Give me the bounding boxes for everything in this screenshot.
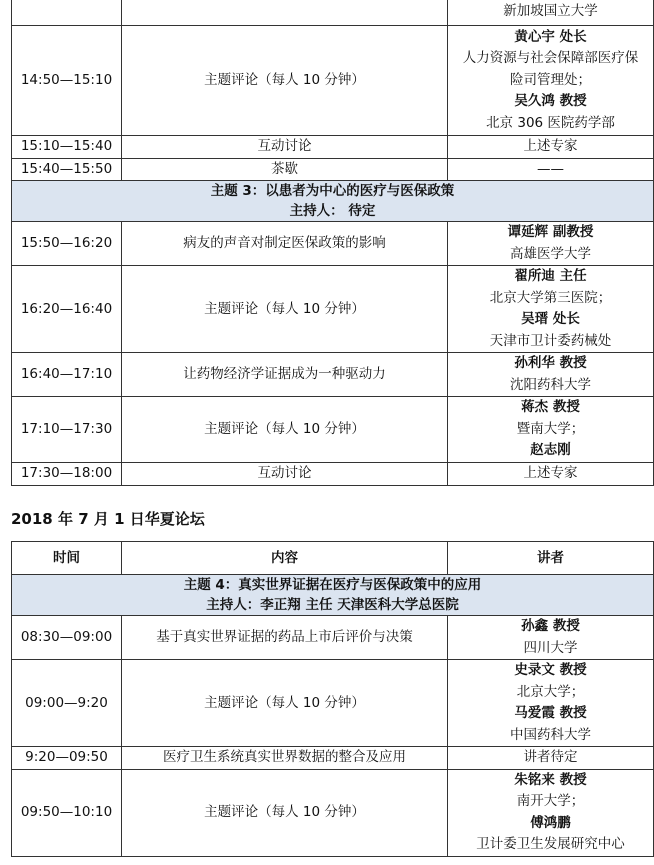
table-row bbox=[12, 158, 654, 181]
time-cell: 15:10—15:40 bbox=[12, 136, 122, 159]
content-cell: 主题评论（每人 10 分钟） bbox=[122, 266, 448, 353]
speaker-name: 史录文 教授 bbox=[514, 662, 587, 678]
speaker-cell bbox=[448, 397, 654, 463]
speaker-affiliation: 北京大学第三医院； bbox=[489, 289, 612, 306]
table-row bbox=[12, 26, 654, 136]
speaker-cell bbox=[448, 747, 654, 770]
speaker-affiliation: —— bbox=[537, 160, 564, 177]
table-row bbox=[12, 616, 654, 660]
speaker-cell bbox=[448, 769, 654, 856]
table-row bbox=[12, 660, 654, 747]
time-cell: 15:40—15:50 bbox=[12, 158, 122, 181]
speaker-affiliation: 讲者待定 bbox=[523, 749, 578, 765]
speaker-affiliation: 中国药科大学 bbox=[510, 726, 591, 743]
speaker-name: 马爱霞 教授 bbox=[514, 705, 587, 721]
speaker-affiliation: 上述专家 bbox=[523, 138, 578, 154]
speaker-name: 赵志刚 bbox=[530, 442, 571, 458]
speaker-name: 蒋杰 教授 bbox=[521, 399, 580, 415]
time-cell: 08:30—09:00 bbox=[12, 616, 122, 660]
theme-row bbox=[12, 181, 654, 222]
time-cell: 17:30—18:00 bbox=[12, 462, 122, 485]
speaker-cell bbox=[448, 616, 654, 660]
speaker-name: 吴久鸿 教授 bbox=[514, 93, 587, 110]
header-content: 内容 bbox=[122, 542, 448, 575]
table-row bbox=[12, 0, 654, 26]
time-cell: 17:10—17:30 bbox=[12, 397, 122, 463]
speaker-cell bbox=[448, 353, 654, 397]
speaker-cell bbox=[448, 136, 654, 159]
content-cell: 主题评论（每人 10 分钟） bbox=[122, 26, 448, 136]
speaker-affiliation: 险司管理处； bbox=[510, 71, 591, 88]
content-cell: 主题评论（每人 10 分钟） bbox=[122, 660, 448, 747]
header-row bbox=[12, 542, 654, 575]
agenda-table-day1 bbox=[11, 0, 654, 486]
speaker-name: 翟所迪 主任 bbox=[514, 268, 587, 284]
theme-host: 主持人：李正翔 主任 天津医科大学总医院 bbox=[206, 597, 459, 613]
speaker-affiliation: 暨南大学； bbox=[516, 420, 585, 437]
speaker-cell bbox=[448, 266, 654, 353]
speaker-affiliation: 沈阳药科大学 bbox=[510, 376, 591, 393]
speaker-name: 傅鸿鹏 bbox=[530, 814, 571, 831]
theme-row bbox=[12, 575, 654, 616]
speaker-name: 谭延辉 副教授 bbox=[507, 224, 594, 240]
content-cell: 互动讨论 bbox=[122, 136, 448, 159]
speaker-name: 孙利华 教授 bbox=[514, 355, 587, 371]
speaker-affiliation: 新加坡国立大学 bbox=[503, 2, 598, 19]
time-cell: 9:20—09:50 bbox=[12, 747, 122, 770]
speaker-name: 孙鑫 教授 bbox=[521, 618, 580, 634]
content-cell: 医疗卫生系统真实世界数据的整合及应用 bbox=[122, 747, 448, 770]
table-row bbox=[12, 747, 654, 770]
table-row bbox=[12, 769, 654, 856]
speaker-affiliation: 南开大学； bbox=[516, 793, 585, 809]
time-cell: 09:00—9:20 bbox=[12, 660, 122, 747]
speaker-affiliation: 天津市卫计委药械处 bbox=[489, 332, 612, 349]
table-row bbox=[12, 397, 654, 463]
content-cell: 茶歇 bbox=[122, 158, 448, 181]
speaker-affiliation: 高雄医学大学 bbox=[510, 245, 591, 262]
table-row bbox=[12, 266, 654, 353]
speaker-cell bbox=[448, 0, 654, 26]
speaker-affiliation: 卫计委卫生发展研究中心 bbox=[476, 836, 625, 852]
table-row bbox=[12, 462, 654, 485]
speaker-affiliation: 上述专家 bbox=[523, 464, 578, 481]
section-title: 2018 年 7 月 1 日华夏论坛 bbox=[11, 510, 205, 528]
speaker-cell bbox=[448, 222, 654, 266]
theme-title: 主题 3：以患者为中心的医疗与医保政策 bbox=[210, 183, 455, 199]
speaker-cell bbox=[448, 660, 654, 747]
theme-cell bbox=[12, 181, 654, 222]
content-cell: 让药物经济学证据成为一种驱动力 bbox=[122, 353, 448, 397]
content-cell bbox=[122, 0, 448, 26]
header-time: 时间 bbox=[12, 542, 122, 575]
theme-host: 主持人： 待定 bbox=[289, 203, 376, 219]
time-cell: 15:50—16:20 bbox=[12, 222, 122, 266]
time-cell: 09:50—10:10 bbox=[12, 769, 122, 856]
content-cell: 病友的声音对制定医保政策的影响 bbox=[122, 222, 448, 266]
table-row bbox=[12, 222, 654, 266]
time-cell: 16:40—17:10 bbox=[12, 353, 122, 397]
time-cell bbox=[12, 0, 122, 26]
speaker-name: 吴瑨 处长 bbox=[521, 311, 580, 327]
speaker-affiliation: 北京大学； bbox=[516, 683, 585, 700]
speaker-cell bbox=[448, 26, 654, 136]
speaker-name: 朱铭来 教授 bbox=[514, 771, 587, 788]
header-speaker: 讲者 bbox=[448, 542, 654, 575]
speaker-affiliation: 人力资源与社会保障部医疗保 bbox=[462, 50, 639, 67]
speaker-affiliation: 北京 306 医院药学部 bbox=[486, 114, 615, 131]
table-row bbox=[12, 136, 654, 159]
content-cell: 互动讨论 bbox=[122, 462, 448, 485]
agenda-table-day2 bbox=[11, 541, 654, 857]
table-row bbox=[12, 353, 654, 397]
speaker-name: 黄心宇 处长 bbox=[514, 28, 587, 45]
theme-title: 主题 4：真实世界证据在医疗与医保政策中的应用 bbox=[183, 577, 482, 593]
speaker-cell bbox=[448, 158, 654, 181]
content-cell: 主题评论（每人 10 分钟） bbox=[122, 397, 448, 463]
speaker-cell bbox=[448, 462, 654, 485]
time-cell: 14:50—15:10 bbox=[12, 26, 122, 136]
time-cell: 16:20—16:40 bbox=[12, 266, 122, 353]
speaker-affiliation: 四川大学 bbox=[523, 639, 578, 656]
theme-cell bbox=[12, 575, 654, 616]
content-cell: 主题评论（每人 10 分钟） bbox=[122, 769, 448, 856]
content-cell: 基于真实世界证据的药品上市后评价与决策 bbox=[122, 616, 448, 660]
